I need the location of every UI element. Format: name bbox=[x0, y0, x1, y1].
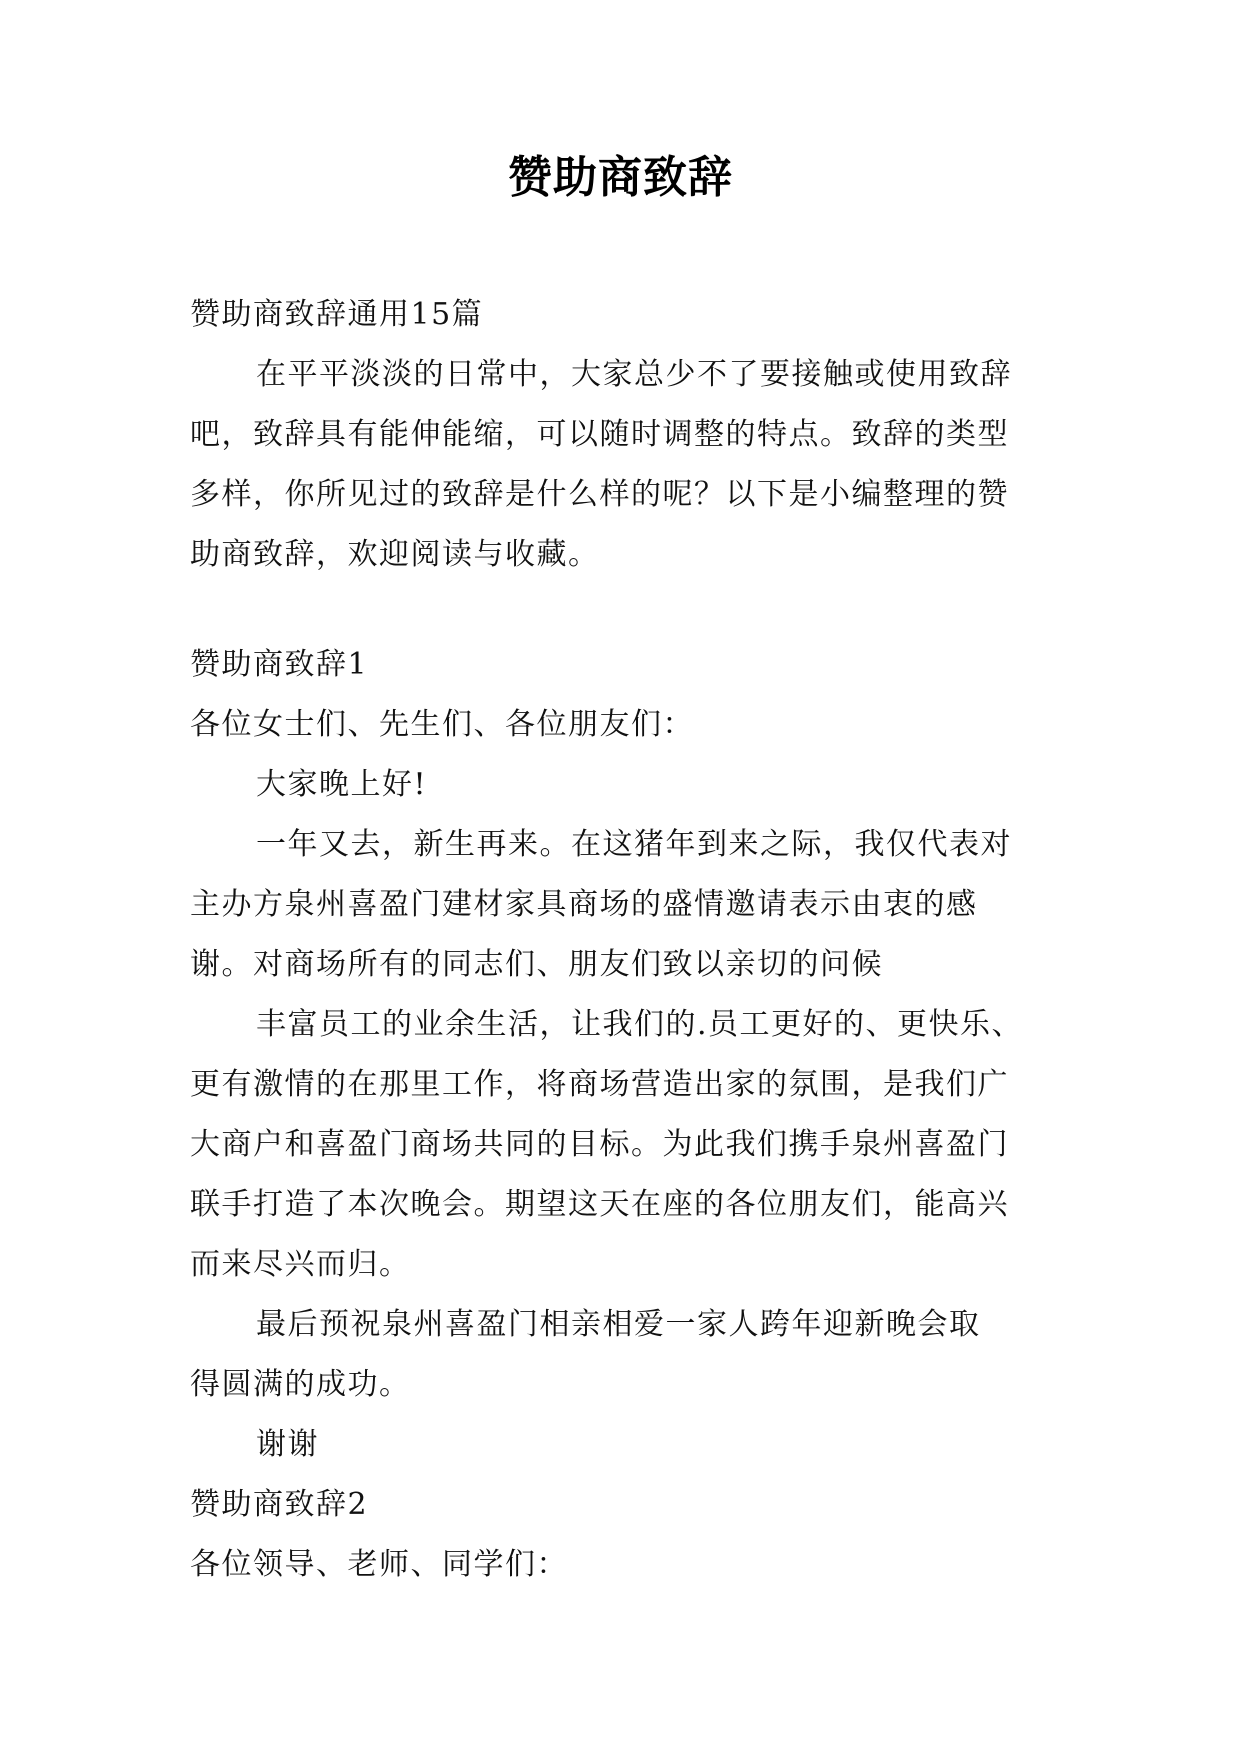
body-paragraph-line: 一年又去，新生再来。在这猪年到来之际，我仅代表对 bbox=[256, 827, 1012, 862]
body-paragraph-line: 最后预祝泉州喜盈门相亲相爱一家人跨年迎新晚会取 bbox=[256, 1307, 981, 1342]
closing-thanks: 谢谢 bbox=[256, 1427, 319, 1462]
intro-paragraph-line: 吧，致辞具有能伸能缩，可以随时调整的特点。致辞的类型 bbox=[190, 417, 1009, 452]
section-heading: 赞助商致辞1 bbox=[190, 647, 369, 682]
intro-paragraph-line: 在平平淡淡的日常中，大家总少不了要接触或使用致辞 bbox=[256, 357, 1012, 392]
document-subtitle: 赞助商致辞通用15篇 bbox=[190, 297, 484, 332]
body-paragraph-line: 谢。对商场所有的同志们、朋友们致以亲切的问候 bbox=[190, 947, 883, 982]
body-paragraph-line: 联手打造了本次晚会。期望这天在座的各位朋友们，能高兴 bbox=[190, 1187, 1009, 1222]
greeting: 大家晚上好! bbox=[256, 767, 428, 802]
section-heading: 赞助商致辞2 bbox=[190, 1487, 369, 1522]
intro-paragraph-line: 助商致辞，欢迎阅读与收藏。 bbox=[190, 537, 600, 572]
body-paragraph-line: 而来尽兴而归。 bbox=[190, 1247, 411, 1282]
body-paragraph-line: 更有激情的在那里工作，将商场营造出家的氛围，是我们广 bbox=[190, 1067, 1009, 1102]
body-paragraph-line: 得圆满的成功。 bbox=[190, 1367, 411, 1402]
body-paragraph-line: 主办方泉州喜盈门建材家具商场的盛情邀请表示由衷的感 bbox=[190, 887, 978, 922]
salutation: 各位女士们、先生们、各位朋友们： bbox=[190, 707, 694, 742]
intro-paragraph-line: 多样，你所见过的致辞是什么样的呢？以下是小编整理的赞 bbox=[190, 477, 1009, 512]
body-paragraph-line: 大商户和喜盈门商场共同的目标。为此我们携手泉州喜盈门 bbox=[190, 1127, 1009, 1162]
salutation: 各位领导、老师、同学们： bbox=[190, 1547, 568, 1582]
document-title: 赞助商致辞 bbox=[508, 152, 733, 203]
body-paragraph-line: 丰富员工的业余生活，让我们的.员工更好的、更快乐、 bbox=[256, 1007, 1024, 1042]
